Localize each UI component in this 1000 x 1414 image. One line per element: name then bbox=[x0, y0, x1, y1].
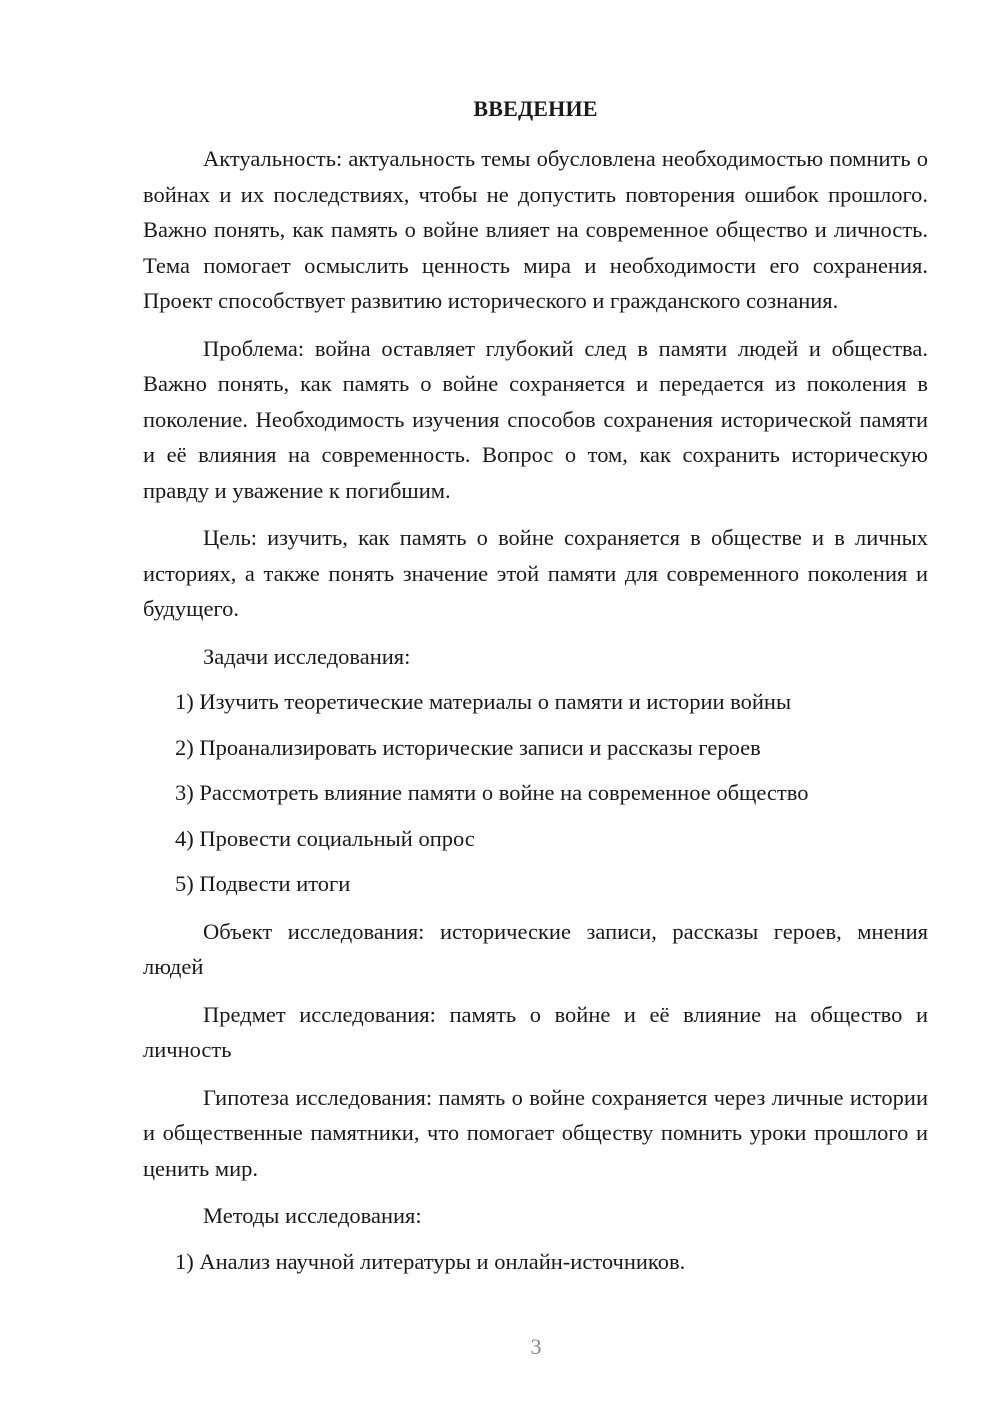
goal-paragraph: Цель: изучить, как память о войне сохраняется в обществе и в личных историях, а также понять значение этой памяти для современного поколения и будущего. bbox=[143, 525, 928, 621]
task-item-2: 2) Проанализировать исторические записи и рассказы героев bbox=[175, 734, 761, 760]
task-item-4: 4) Провести социальный опрос bbox=[175, 825, 475, 851]
object-paragraph: Объект исследования: исторические записи, рассказы героев, мнения людей bbox=[143, 918, 928, 979]
task-item-5: 5) Подвести итоги bbox=[175, 871, 351, 896]
document-page bbox=[143, 92, 928, 1279]
relevance-paragraph: Актуальность: актуальность темы обусловлена необходимостью помнить о войнах и их последствиях, чтобы не допустить повторения ошибок прошлого. Важно понять, как память о войне влияет на современное общество и личность. Тема помогает осмыслить ценность мира и необходимости его сохранения. Проект способствует развитию исторического и гражданского сознания. bbox=[143, 146, 928, 313]
subject-paragraph: Предмет исследования: память о войне и её влияние на общество и личность bbox=[143, 1001, 928, 1062]
methods-heading: Методы исследования: bbox=[203, 1203, 422, 1228]
task-item-1: 1) Изучить теоретические материалы о памяти и истории войны bbox=[175, 689, 792, 714]
problem-paragraph: Проблема: война оставляет глубокий след в памяти людей и общества. Важно понять, как память о войне сохраняется и передается из поколения в поколение. Необходимость изучения способов сохранения исторической памяти и её влияния на современность. Вопрос о том, как сохранить историческую правду и уважение к погибшим. bbox=[143, 335, 928, 503]
task-item-3: 3) Рассмотреть влияние памяти о войне на современное общество bbox=[175, 780, 809, 805]
tasks-heading: Задачи исследования: bbox=[203, 643, 411, 669]
method-item-1: 1) Анализ научной литературы и онлайн-источников. bbox=[175, 1248, 686, 1274]
page-title: ВВЕДЕНИЕ bbox=[473, 96, 598, 121]
page-number: 3 bbox=[530, 1334, 542, 1359]
hypothesis-paragraph: Гипотеза исследования: память о войне сохраняется через личные истории и общественные памятники, что помогает обществу помнить уроки прошлого и ценить мир. bbox=[143, 1084, 928, 1181]
